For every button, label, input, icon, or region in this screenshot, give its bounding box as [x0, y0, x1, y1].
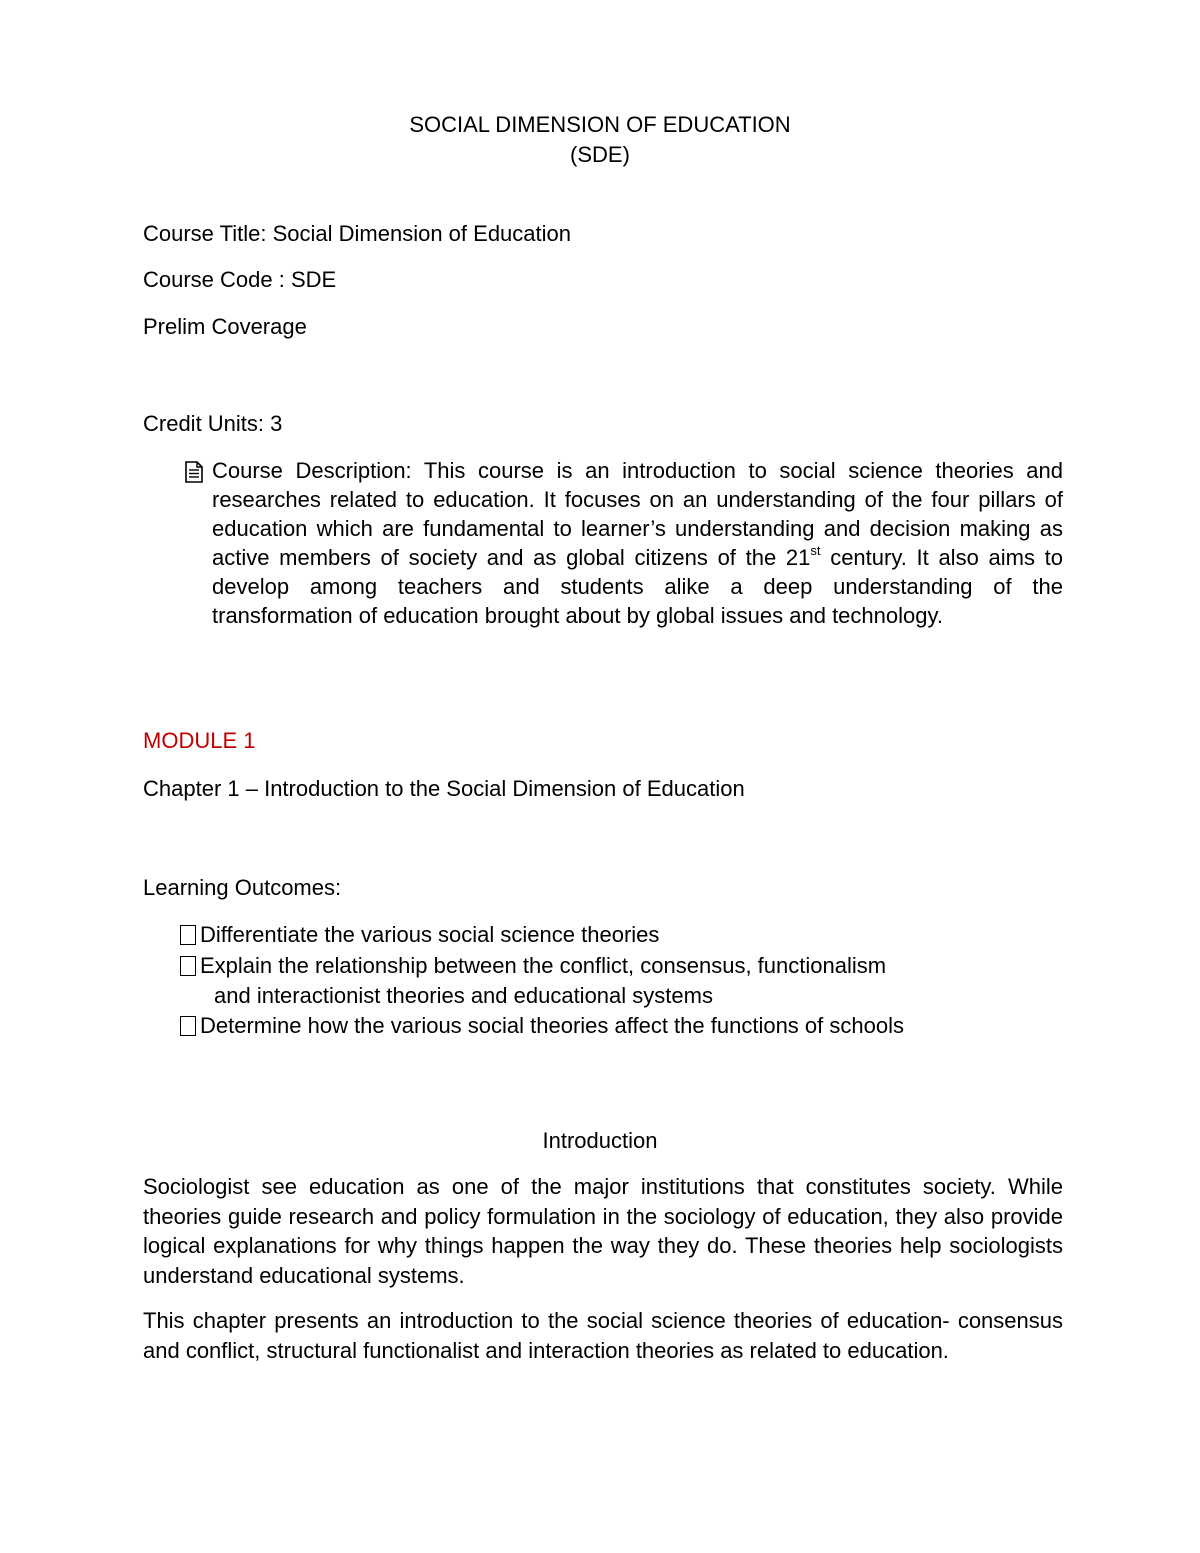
course-code: Course Code : SDE — [143, 267, 337, 292]
checkbox-bullet-icon — [180, 1016, 196, 1036]
module-label: MODULE 1 — [143, 728, 256, 753]
credit-units: Credit Units: 3 — [143, 411, 283, 436]
outcome-item: Explain the relationship between the conflict, consensus, functionalism — [200, 953, 887, 978]
introduction-paragraph: This chapter presents an introduction to the social science theories of education- consensus and conflict, structural functionalist and interaction theories as related to education. — [143, 1308, 1063, 1363]
checkbox-bullet-icon — [180, 956, 196, 976]
ordinal-suffix: st — [810, 543, 821, 558]
learning-outcomes-heading: Learning Outcomes: — [143, 875, 342, 900]
chapter-title: Chapter 1 – Introduction to the Social Dimension of Education — [143, 776, 745, 801]
document-title: SOCIAL DIMENSION OF EDUCATION — [409, 112, 791, 137]
course-title: Course Title: Social Dimension of Education — [143, 221, 571, 246]
course-description-text-cont: century. It also aims to develop among teachers and students alike a deep understanding of the transformation of education brought about by global issues and technology. — [212, 545, 1063, 628]
document-icon — [180, 458, 208, 486]
prelim-coverage: Prelim Coverage — [143, 314, 307, 339]
outcome-item: Determine how the various social theories affect the functions of schools — [200, 1013, 904, 1038]
introduction-paragraph: Sociologist see education as one of the major institutions that constitutes society. While theories guide research and policy formulation in the sociology of education, they also provide logical explanations for why things happen the way they do. These theories help sociologists understand educational systems. — [143, 1174, 1063, 1288]
course-description-text: Course Description: This course is an introduction to social science theories and researches related to education. It focuses on an understanding of the four pillars of education which are fundamental to learner’s understanding and decision making as active members of society and as global citizens of the 21 — [212, 458, 1063, 570]
introduction-heading: Introduction — [542, 1128, 658, 1153]
course-description — [212, 456, 1063, 630]
outcome-item: Differentiate the various social science theories — [200, 922, 660, 947]
document-abbreviation: (SDE) — [570, 142, 630, 167]
outcome-item-continuation: and interactionist theories and educational systems — [214, 983, 713, 1008]
checkbox-bullet-icon — [180, 925, 196, 945]
